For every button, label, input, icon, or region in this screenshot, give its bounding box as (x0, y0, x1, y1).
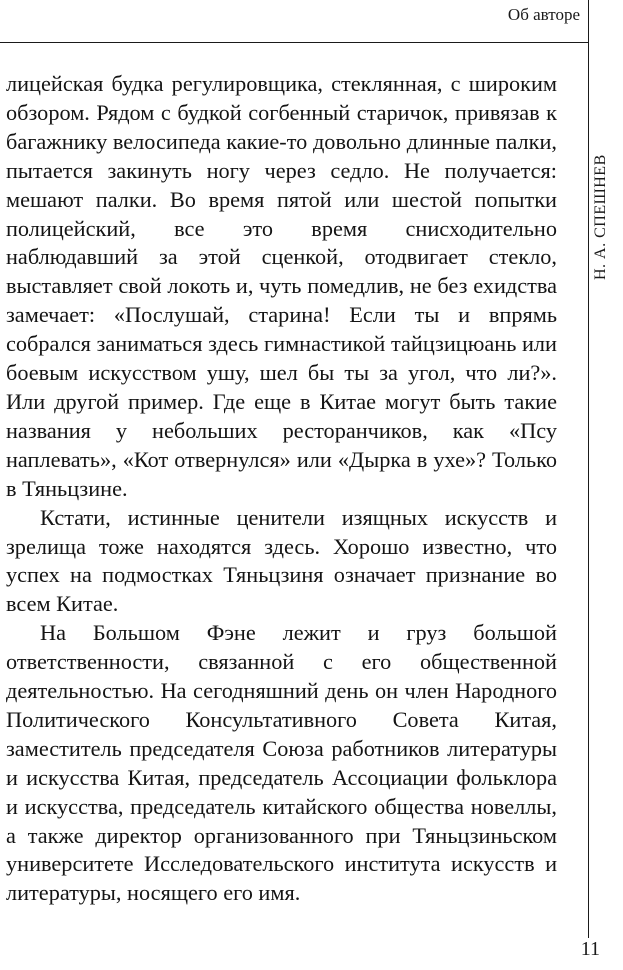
paragraph-1: лицейская будка регулировщика, стеклянная, с широким обзором. Рядом с будкой согбенный старичок, привязав к багажнику велосипеда какие-то довольно длинные палки, пытается закинуть ногу через седло. Не получается: мешают палки. Во время пятой или шестой попытки полицейский, все это время снисходительно наблюдавший за этой сценкой, отодвигает стекло, выставляет свой локоть и, чуть помедлив, не без ехидства замечает: «Послушай, старина! Если ты и впрямь собрался заниматься здесь гимнастикой тайцзицюань или боевым искусством ушу, шел бы ты за угол, что ли?». Или другой пример. Где еще в Китае могут быть такие названия у небольших ресторанчиков, как «Псу наплевать», «Кот отвернулся» или «Дырка в ухе»? Только в Тяньцзине. (6, 71, 557, 501)
paragraph-3: На Большом Фэне лежит и груз большой ответственности, связанной с его общественной деятельностью. На сегодняшний день он член Народного Политического Консультативного Совета Китая, заместитель председателя Союза работников литературы и искусства Китая, председатель Ассоциации фольклора и искусства, председатель китайского общества новеллы, а также директор организованного при Тяньцзиньском университете Исследовательского института искусств и литературы, носящего его имя. (6, 620, 557, 906)
author-running-title: Н. А. СПЕШНЕВ (592, 154, 609, 280)
body-text (6, 70, 557, 908)
page-number: 11 (580, 938, 600, 960)
margin-rule (588, 0, 589, 938)
header-rule (0, 42, 589, 43)
running-header: Об авторе (507, 5, 580, 24)
paragraph-2: Кстати, истинные ценители изящных искусств и зрелища тоже находятся здесь. Хорошо известно, что успех на подмостках Тяньцзиня означает признание во всем Китае. (6, 504, 557, 617)
